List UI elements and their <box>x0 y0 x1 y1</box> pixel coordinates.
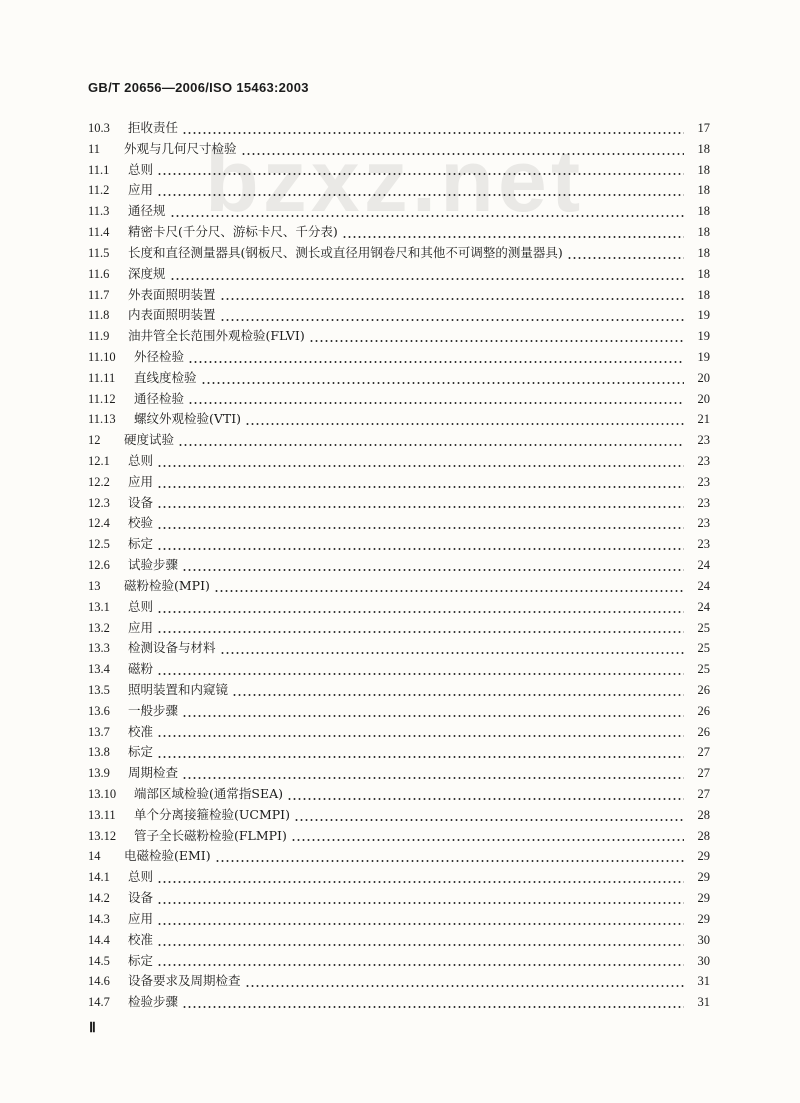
toc-entry-title: 长度和直径测量器具(钢板尺、测长或直径用钢卷尺和其他不可调整的测量器具) <box>128 244 563 260</box>
toc-entry-page: 27 <box>697 787 710 801</box>
toc-entry[interactable] <box>88 742 710 763</box>
dot-leader <box>157 902 684 904</box>
toc-entry-title: 设备 <box>128 494 154 510</box>
toc-entry-title: 单个分离接箍检验(UCMPI) <box>134 806 291 822</box>
dot-leader <box>157 611 684 613</box>
toc-entry-page: 24 <box>697 578 710 593</box>
toc-entry-number: 12.1 <box>88 454 110 468</box>
toc-entry-number: 12.5 <box>88 537 110 552</box>
toc-entry-number: 14.7 <box>88 995 110 1010</box>
toc-entry-page: 29 <box>697 849 710 864</box>
toc-entry-page: 18 <box>697 245 710 260</box>
table-of-contents <box>88 118 710 1013</box>
toc-entry-page: 19 <box>697 308 710 323</box>
toc-entry-page: 28 <box>697 807 710 822</box>
toc-entry-number: 13 <box>88 578 101 593</box>
dot-leader <box>188 402 684 404</box>
toc-entry-title: 硬度试验 <box>124 432 175 448</box>
dot-leader <box>157 173 684 175</box>
dot-leader <box>157 735 684 737</box>
dot-leader <box>157 944 684 946</box>
dot-leader <box>294 819 684 821</box>
toc-entry-title: 标定 <box>128 744 154 760</box>
toc-entry[interactable] <box>88 139 710 160</box>
dot-leader <box>201 382 684 384</box>
toc-entry[interactable] <box>88 534 710 555</box>
toc-entry-number: 11.6 <box>88 266 110 281</box>
toc-entry-title: 应用 <box>128 910 154 926</box>
toc-entry-title: 应用 <box>128 182 154 198</box>
toc-entry[interactable] <box>88 264 710 285</box>
toc-entry-page: 18 <box>697 204 710 219</box>
toc-entry-page: 23 <box>697 495 710 510</box>
dot-leader <box>291 839 684 841</box>
toc-entry[interactable] <box>88 347 710 368</box>
toc-entry-title: 油井管全长范围外观检验(FLVI) <box>128 328 305 344</box>
page-number: Ⅱ <box>89 1021 96 1036</box>
toc-entry-number: 11.5 <box>88 245 110 260</box>
toc-entry[interactable] <box>88 680 710 701</box>
toc-entry-page: 26 <box>697 682 710 697</box>
toc-entry-page: 23 <box>697 433 710 448</box>
dot-leader <box>245 423 684 425</box>
toc-entry-page: 21 <box>697 412 710 427</box>
toc-entry-number: 11.2 <box>88 183 110 198</box>
toc-entry-title: 磁粉 <box>128 661 154 677</box>
toc-entry[interactable] <box>88 389 710 410</box>
toc-entry-number: 13.10 <box>88 787 117 801</box>
toc-entry-page: 19 <box>697 349 710 364</box>
dot-leader <box>157 194 684 196</box>
toc-entry-page: 24 <box>697 599 710 614</box>
toc-entry-number: 14.6 <box>88 974 110 989</box>
dot-leader <box>182 715 684 717</box>
toc-entry-page: 20 <box>697 370 710 385</box>
toc-entry[interactable] <box>88 701 710 722</box>
dot-leader <box>170 278 684 280</box>
toc-entry[interactable] <box>88 826 710 847</box>
toc-entry-number: 14.3 <box>88 911 110 926</box>
toc-entry[interactable] <box>88 305 710 326</box>
toc-entry-page: 28 <box>697 828 710 843</box>
toc-entry[interactable] <box>88 430 710 451</box>
toc-entry[interactable] <box>88 638 710 659</box>
toc-entry[interactable] <box>88 971 710 992</box>
toc-entry[interactable] <box>88 472 710 493</box>
toc-entry-number: 11.7 <box>88 287 110 302</box>
dot-leader <box>567 257 684 259</box>
toc-entry[interactable] <box>88 326 710 347</box>
toc-entry-title: 外径检验 <box>134 348 185 364</box>
dot-leader <box>188 361 684 363</box>
toc-entry-page: 23 <box>697 516 710 531</box>
toc-entry-page: 20 <box>697 391 710 406</box>
toc-entry-page: 18 <box>697 287 710 302</box>
toc-entry-number: 11.9 <box>88 329 110 344</box>
toc-entry-title: 电磁检验(EMI) <box>124 848 211 864</box>
dot-leader <box>232 694 684 696</box>
toc-entry-title: 通径检验 <box>134 390 185 406</box>
dot-leader <box>309 340 684 342</box>
toc-entry[interactable] <box>88 243 710 264</box>
toc-entry-number: 11.3 <box>88 204 110 219</box>
dot-leader <box>157 506 684 508</box>
toc-entry-title: 检验步骤 <box>128 994 179 1010</box>
toc-entry-title: 精密卡尺(千分尺、游标卡尺、千分表) <box>128 224 338 240</box>
toc-entry-page: 31 <box>697 974 710 989</box>
toc-entry-number: 13.4 <box>88 662 110 677</box>
toc-entry[interactable] <box>88 846 710 867</box>
dot-leader <box>287 798 684 800</box>
toc-entry-number: 14.4 <box>88 932 110 947</box>
toc-entry-page: 18 <box>697 183 710 198</box>
dot-leader <box>157 631 684 633</box>
dot-leader <box>220 652 684 654</box>
toc-entry-number: 11 <box>88 141 101 156</box>
toc-entry-number: 11.12 <box>88 391 116 406</box>
toc-entry-number: 11.8 <box>88 308 110 323</box>
dot-leader <box>170 215 684 217</box>
toc-entry[interactable] <box>88 992 710 1013</box>
dot-leader <box>157 964 684 966</box>
toc-entry-number: 13.6 <box>88 703 110 718</box>
dot-leader <box>157 527 684 529</box>
toc-entry[interactable] <box>88 513 710 534</box>
toc-entry[interactable] <box>88 285 710 306</box>
toc-entry-title: 标定 <box>128 536 154 552</box>
toc-entry-title: 总则 <box>128 453 154 468</box>
dot-leader <box>157 465 684 467</box>
toc-entry[interactable] <box>88 930 710 951</box>
toc-entry-page: 24 <box>697 558 710 573</box>
toc-entry-page: 18 <box>697 225 710 240</box>
toc-entry-title: 内表面照明装置 <box>128 307 216 323</box>
toc-entry-title: 检测设备与材料 <box>128 640 216 656</box>
toc-entry-number: 14.1 <box>88 870 110 885</box>
dot-leader <box>182 1006 684 1008</box>
toc-entry-title: 拒收责任 <box>128 120 179 135</box>
toc-entry[interactable] <box>88 805 710 826</box>
toc-entry-title: 校准 <box>128 723 154 739</box>
toc-entry-page: 26 <box>697 703 710 718</box>
toc-entry-title: 应用 <box>128 619 154 635</box>
toc-entry-title: 一般步骤 <box>128 702 179 718</box>
toc-entry-page: 25 <box>697 620 710 635</box>
toc-entry-number: 11.4 <box>88 225 110 240</box>
toc-entry[interactable] <box>88 180 710 201</box>
toc-entry-title: 校准 <box>128 931 154 947</box>
toc-entry-title: 总则 <box>128 598 154 614</box>
toc-entry-title: 深度规 <box>128 265 166 281</box>
toc-entry-page: 23 <box>697 537 710 552</box>
toc-entry[interactable] <box>88 597 710 618</box>
toc-entry-number: 13.5 <box>88 682 110 697</box>
toc-entry-number: 13.2 <box>88 620 110 635</box>
toc-entry-number: 14.2 <box>88 891 110 906</box>
toc-entry[interactable] <box>88 888 710 909</box>
toc-entry-number: 12.3 <box>88 495 110 510</box>
toc-entry[interactable] <box>88 201 710 222</box>
toc-entry-number: 12 <box>88 433 101 448</box>
toc-entry[interactable] <box>88 867 710 888</box>
toc-entry-page: 27 <box>697 745 710 760</box>
toc-entry[interactable] <box>88 368 710 389</box>
toc-entry-title: 设备 <box>128 890 154 906</box>
toc-entry-page: 25 <box>697 641 710 656</box>
toc-entry-number: 14 <box>88 849 101 864</box>
document-header: GB/T 20656—2006/ISO 15463:2003 <box>88 80 309 95</box>
toc-entry[interactable] <box>88 409 710 430</box>
toc-entry[interactable] <box>88 722 710 743</box>
toc-entry-title: 外表面照明装置 <box>128 286 216 302</box>
toc-entry-page: 17 <box>697 121 710 135</box>
toc-entry-title: 设备要求及周期检查 <box>128 973 241 989</box>
toc-entry-number: 13.11 <box>88 807 116 822</box>
toc-entry-number: 10.3 <box>88 121 110 135</box>
toc-entry-title: 端部区域检验(通常指SEA) <box>134 786 283 801</box>
toc-entry[interactable] <box>88 784 710 805</box>
toc-entry-number: 12.4 <box>88 516 110 531</box>
toc-entry-page: 25 <box>697 662 710 677</box>
toc-entry-page: 18 <box>697 162 710 177</box>
toc-entry[interactable] <box>88 493 710 514</box>
toc-entry-title: 应用 <box>128 473 154 489</box>
toc-entry-number: 14.5 <box>88 953 110 968</box>
dot-leader <box>215 860 684 862</box>
toc-entry-title: 螺纹外观检验(VTI) <box>134 411 242 427</box>
toc-entry-number: 13.1 <box>88 599 110 614</box>
toc-entry-page: 18 <box>697 141 710 156</box>
toc-entry-title: 直线度检验 <box>134 369 197 385</box>
toc-entry-number: 11.10 <box>88 349 116 364</box>
toc-entry[interactable] <box>88 160 710 181</box>
toc-entry[interactable] <box>88 951 710 972</box>
dot-leader <box>178 444 684 446</box>
toc-entry-page: 29 <box>697 891 710 906</box>
toc-entry-number: 11.11 <box>88 370 116 385</box>
toc-entry-number: 13.9 <box>88 766 110 781</box>
dot-leader <box>220 298 684 300</box>
toc-entry-title: 总则 <box>128 161 154 177</box>
toc-entry-page: 30 <box>697 932 710 947</box>
toc-entry-page: 29 <box>697 911 710 926</box>
toc-entry-page: 29 <box>697 870 710 885</box>
dot-leader <box>157 548 684 550</box>
dot-leader <box>157 486 684 488</box>
toc-entry-number: 13.7 <box>88 724 110 739</box>
toc-entry-title: 周期检查 <box>128 765 179 781</box>
toc-entry-title: 校验 <box>128 515 154 531</box>
toc-entry[interactable] <box>88 618 710 639</box>
dot-leader <box>157 881 684 883</box>
dot-leader <box>342 236 684 238</box>
toc-entry-number: 12.6 <box>88 558 110 573</box>
dot-leader <box>182 569 684 571</box>
dot-leader <box>182 132 684 134</box>
toc-entry-title: 照明装置和内窥镜 <box>128 681 229 697</box>
toc-entry-number: 12.2 <box>88 474 110 489</box>
watermark: bzxz.net <box>205 131 585 230</box>
toc-entry[interactable] <box>88 576 710 597</box>
toc-entry-page: 26 <box>697 724 710 739</box>
dot-leader <box>245 985 684 987</box>
toc-entry-page: 27 <box>697 766 710 781</box>
toc-entry[interactable] <box>88 555 710 576</box>
toc-entry[interactable] <box>88 118 710 139</box>
toc-entry[interactable] <box>88 909 710 930</box>
dot-leader <box>157 673 684 675</box>
toc-entry-title: 磁粉检验(MPI) <box>124 577 210 593</box>
toc-entry-page: 31 <box>697 995 710 1010</box>
toc-entry-title: 试验步骤 <box>128 557 179 573</box>
toc-entry-page: 23 <box>697 474 710 489</box>
dot-leader <box>220 319 684 321</box>
dot-leader <box>157 923 684 925</box>
toc-entry-number: 11.1 <box>88 162 110 177</box>
dot-leader <box>214 590 684 592</box>
toc-entry[interactable] <box>88 763 710 784</box>
toc-entry-number: 13.3 <box>88 641 110 656</box>
toc-entry[interactable] <box>88 659 710 680</box>
toc-entry-number: 13.12 <box>88 828 117 843</box>
dot-leader <box>241 153 684 155</box>
toc-entry-page: 30 <box>697 953 710 968</box>
toc-entry-title: 管子全长磁粉检验(FLMPI) <box>134 827 287 843</box>
dot-leader <box>182 777 684 779</box>
toc-entry[interactable] <box>88 451 710 472</box>
toc-entry-number: 13.8 <box>88 745 110 760</box>
toc-entry-title: 总则 <box>128 869 154 885</box>
toc-entry[interactable] <box>88 222 710 243</box>
dot-leader <box>157 756 684 758</box>
toc-entry-title: 通径规 <box>128 203 166 219</box>
toc-entry-number: 11.13 <box>88 412 116 427</box>
toc-entry-page: 18 <box>697 266 710 281</box>
toc-entry-title: 标定 <box>128 952 154 968</box>
toc-entry-page: 19 <box>697 329 710 344</box>
toc-entry-page: 23 <box>697 454 710 468</box>
toc-entry-title: 外观与几何尺寸检验 <box>124 140 237 156</box>
